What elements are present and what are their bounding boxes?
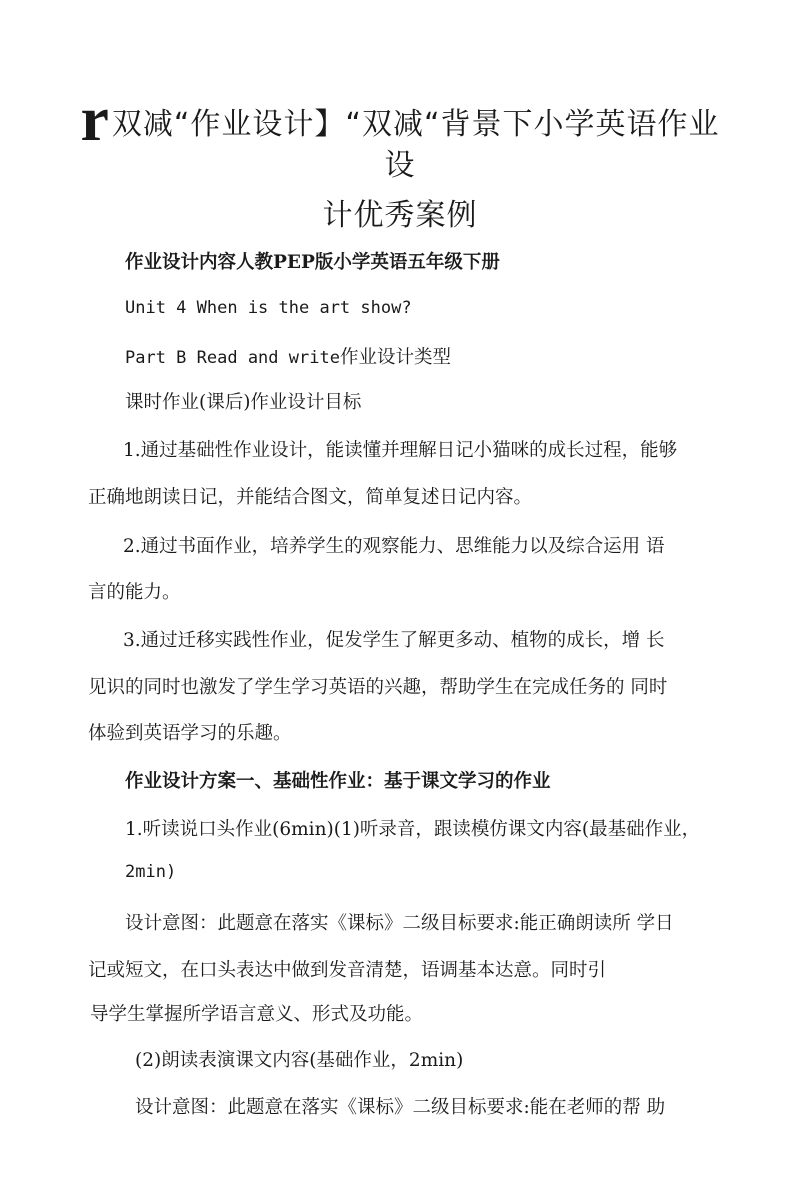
goal-3-line-1: 3.通过迁移实践性作业，促发学生了解更多动、植物的成长，增 长 <box>123 630 665 651</box>
homework-type: 课时作业(课后)作业设计目标 <box>125 392 362 413</box>
part-title-zh: 作业设计类型 <box>339 347 451 368</box>
goal-2-line-1: 2.通过书面作业，培养学生的观察能力、思维能力以及综合运用 语 <box>123 536 665 557</box>
intent-1-line-3: 导学生掌握所学语言意义、形式及功能。 <box>90 1004 424 1025</box>
goal-1-line-2: 正确地朗读日记，并能结合图文，简单复述日记内容。 <box>88 487 533 508</box>
intent-1-line-1: 设计意图：此题意在落实《课标》二级目标要求:能正确朗读所 学日 <box>125 913 674 934</box>
intent-1-line-2: 记或短文，在口头表达中做到发音清楚，语调基本达意。同时引 <box>88 960 607 981</box>
part-title <box>125 343 451 369</box>
title-line-3: 计优秀案例 <box>322 198 478 233</box>
content-label: 作业设计内容人教PEP版小学英语五年级下册 <box>125 252 500 273</box>
intent-2-line-1: 设计意图：此题意在落实《课标》二级目标要求:能在老师的帮 助 <box>135 1097 666 1118</box>
goal-3-line-3: 体验到英语学习的乐趣。 <box>88 723 292 744</box>
goal-2-line-2: 言的能力。 <box>88 582 181 603</box>
title-text-1: 双减“作业设计】“双减“背景下小学英语作业 <box>111 107 720 142</box>
title-line-2: 设 <box>384 148 416 183</box>
title-glyph: r <box>80 83 110 154</box>
goal-1-line-1: 1.通过基础性作业设计，能读懂并理解日记小猫咪的成长过程，能够 <box>123 440 678 461</box>
task-2-line-1: (2)朗读表演课文内容(基础作业，2min) <box>135 1050 464 1071</box>
plan-heading: 作业设计方案一、基础性作业：基于课文学习的作业 <box>125 771 551 792</box>
unit-title: Unit 4 When is the art show? <box>125 298 412 318</box>
task-1-line-1: 1.听读说口头作业(6min)(1)听录音，跟读模仿课文内容(最基础作业， <box>125 819 701 840</box>
goal-3-line-2: 见识的同时也激发了学生学习英语的兴趣，帮助学生在完成任务的 同时 <box>88 677 668 698</box>
task-1-line-2: 2min) <box>125 862 177 882</box>
part-title-en: Part B Read and write <box>125 348 340 368</box>
